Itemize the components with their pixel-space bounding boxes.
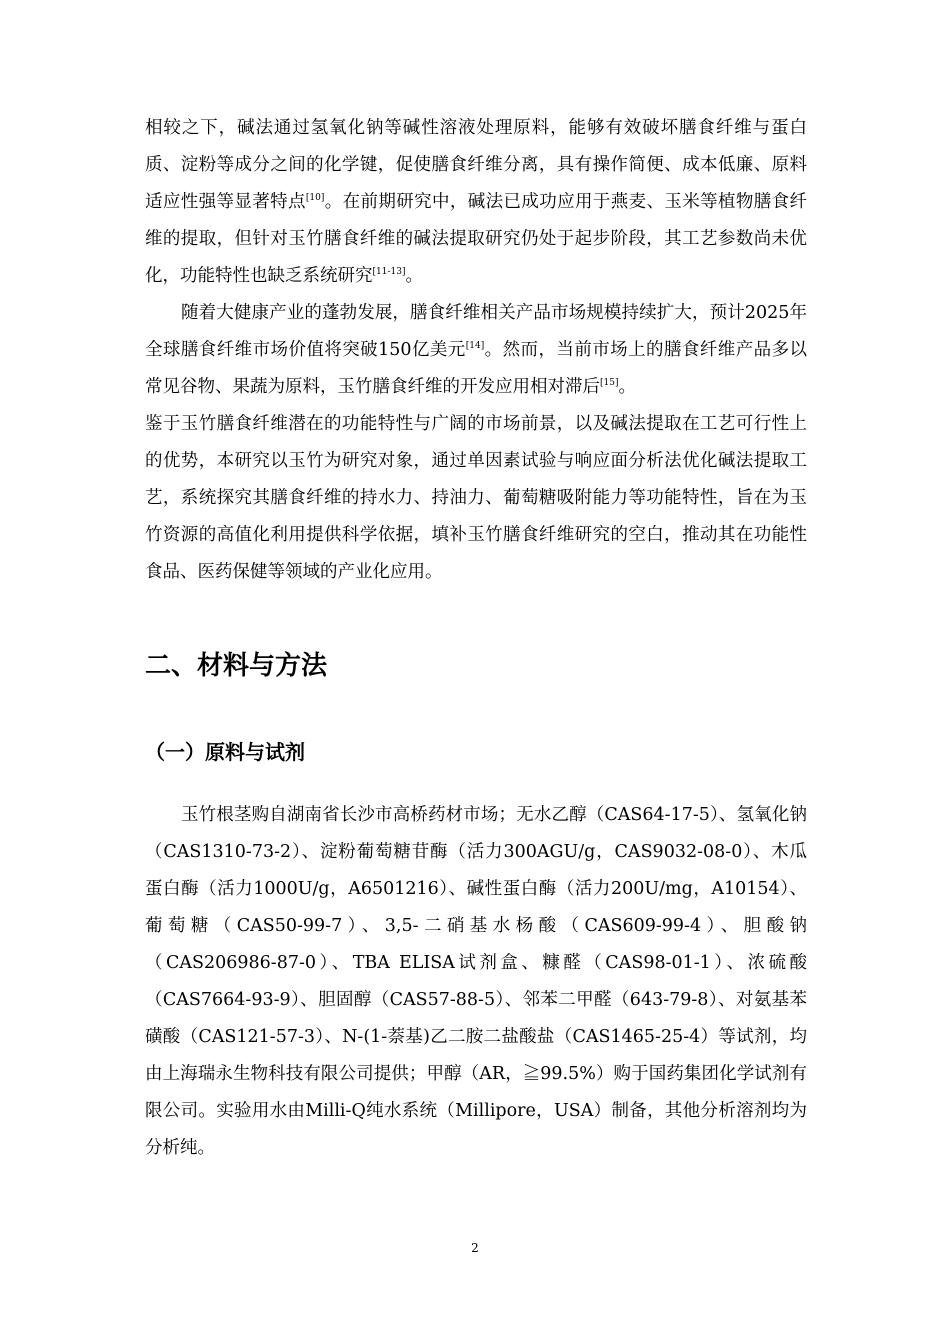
citation-ref: [14] bbox=[465, 341, 485, 351]
intro-text-block bbox=[145, 110, 807, 591]
paragraph-text: 。然而，当前市场上的膳食纤维产品多以常见谷物、果蔬为原料，玉竹膳食纤维的开发应用相对滞后 bbox=[145, 340, 808, 397]
paragraph-materials bbox=[145, 797, 807, 1167]
paragraph-alkali-method bbox=[145, 110, 807, 295]
paragraph-text: 。在前期研究中，碱法已成功应用于燕麦、玉米等植物膳食纤维的提取，但针对玉竹膳食纤维的碱法提取研究仍处于起步阶段，其工艺参数尚未优化，功能特性也缺乏系统研究 bbox=[145, 192, 808, 286]
materials-text-block bbox=[145, 797, 807, 1167]
paragraph-text: 随着大健康产业的蓬勃发展，膳食纤维相关产品市场规模持续扩大，预计2025年全球膳食纤维市场价值将突破150亿美元 bbox=[145, 303, 807, 360]
paragraph-text: 相较之下，碱法通过氢氧化钠等碱性溶液处理原料，能够有效破坏膳食纤维与蛋白质、淀粉等成分之间的化学键，促使膳食纤维分离，具有操作简便、成本低廉、原料适应性强等显著特点 bbox=[145, 118, 807, 212]
citation-ref: [10] bbox=[305, 193, 325, 203]
paragraph-text: 玉竹根茎购自湖南省长沙市高桥药材市场；无水乙醇（CAS64-17-5）、氢氧化钠（CAS1310-73-2）、淀粉葡萄糖苷酶（活力300AGU/g，CAS9032-08-0）、木瓜蛋白酶（活力1000U/g，A6501216）、碱性蛋白酶（活力200U/mg，A10154）、葡萄糖（CAS50-99-7）、3,5-二硝基水杨酸（CAS609-99-4）、胆酸钠（CAS206986-87-0）、TBA ELISA试剂盒、糠醛（CAS98-01-1）、浓硫酸（CAS7664-93-9）、胆固醇（CAS57-88-5）、邻苯二甲醛（643-79-8）、对氨基苯磺酸（CAS121-57-3）、N-(1-萘基)乙二胺二盐酸盐（CAS1465-25-4）等试剂，均由上海瑞永生物科技有限公司提供；甲醇（AR，≧99.5%）购于国药集团化学试剂有限公司。实验用水由Milli-Q纯水系统（Millipore，USA）制备，其他分析溶剂均为分析纯。 bbox=[145, 805, 807, 1158]
subsection-heading: （一）原料与试剂 bbox=[145, 740, 305, 764]
citation-ref: [11-13] bbox=[372, 267, 406, 277]
page-number: 2 bbox=[471, 1241, 479, 1255]
paragraph-research-aim bbox=[145, 406, 807, 591]
paragraph-text: 。 bbox=[405, 266, 423, 286]
paragraph-market bbox=[145, 295, 807, 406]
section-heading: 二、材料与方法 bbox=[145, 651, 328, 681]
paragraph-text: 鉴于玉竹膳食纤维潜在的功能特性与广阔的市场前景，以及碱法提取在工艺可行性上的优势，本研究以玉竹为研究对象，通过单因素试验与响应面分析法优化碱法提取工艺，系统探究其膳食纤维的持水力、持油力、葡萄糖吸附能力等功能特性，旨在为玉竹资源的高值化利用提供科学依据，填补玉竹膳食纤维研究的空白，推动其在功能性食品、医药保健等领域的产业化应用。 bbox=[145, 414, 807, 582]
paragraph-text: 。 bbox=[618, 377, 636, 397]
citation-ref: [15] bbox=[600, 378, 619, 388]
